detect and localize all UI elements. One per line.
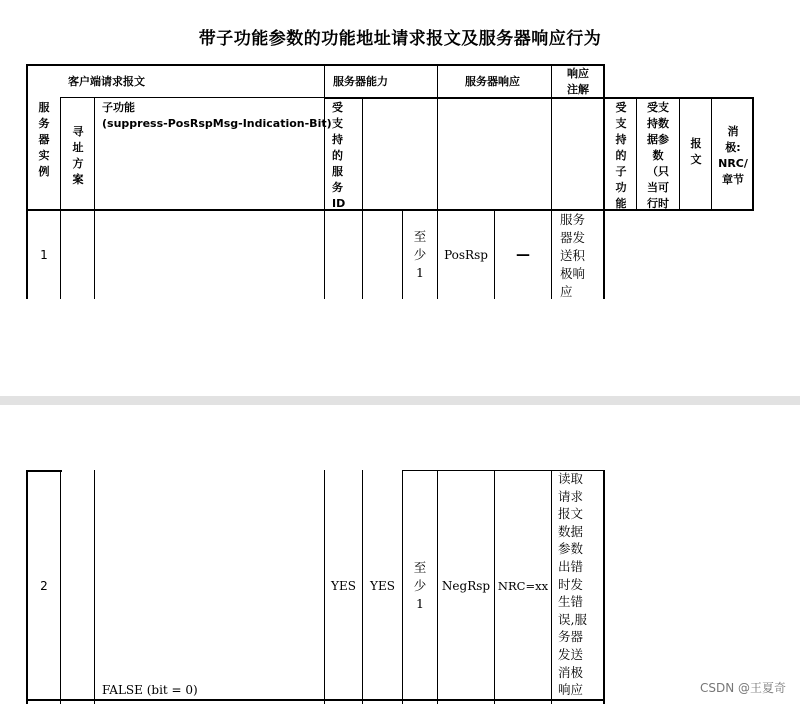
row2-note: 读取 请求 报文 数据 参数 出错 时发 生错 误,服 务器 发送 消极 响应 xyxy=(558,471,587,698)
row2-message: NegRsp xyxy=(441,578,491,593)
watermark: CSDN @王夏奇 xyxy=(699,681,786,695)
row2-instance: 2 xyxy=(40,578,48,593)
header-server-instance: 服 务 器 实 例 xyxy=(38,101,50,178)
header-subfunction-param: (suppress-PosRspMsg-Indication-Bit) xyxy=(102,117,332,130)
header-supported-subfunction: 受 支 持 的 子 功 能 xyxy=(615,101,627,210)
header-message: 报 文 xyxy=(690,137,702,166)
row1-nrc: — xyxy=(516,247,530,263)
row1-min-count: 至 少 1 xyxy=(413,229,427,280)
header-neg-nrc-section: 消 极: NRC/ 章节 xyxy=(718,125,748,186)
header-addressing-scheme: 寻 址 方 案 xyxy=(72,125,84,186)
row1-note: 服务 器发 送积 极响 应 xyxy=(560,212,586,299)
row2-service-supported: YES xyxy=(331,578,356,593)
row1-instance: 1 xyxy=(40,248,48,262)
header-response-note: 响应 注解 xyxy=(567,67,589,96)
row2-min-count: 至 少 1 xyxy=(413,559,427,611)
header-client-request: 客户端请求报文 xyxy=(68,75,145,88)
row2-subfunction-value: FALSE (bit = 0) xyxy=(102,683,198,697)
header-supported-data-param: 受支 持数 据参 数 （只 当可 行时 xyxy=(647,101,669,210)
header-subfunction: 子功能 xyxy=(102,101,135,114)
row2-nrc: NRC=xx xyxy=(497,578,549,593)
header-server-response: 服务器响应 xyxy=(465,75,520,88)
page-divider xyxy=(0,396,800,405)
row1-message: PosRsp xyxy=(444,248,488,262)
header-server-capability: 服务器能力 xyxy=(333,75,388,88)
row2-subfunction-supported: YES xyxy=(370,578,395,593)
page-title: 带子功能参数的功能地址请求报文及服务器响应行为 xyxy=(198,29,602,49)
header-supported-service-id: 受 支 持 的 服 务 ID xyxy=(332,101,346,210)
